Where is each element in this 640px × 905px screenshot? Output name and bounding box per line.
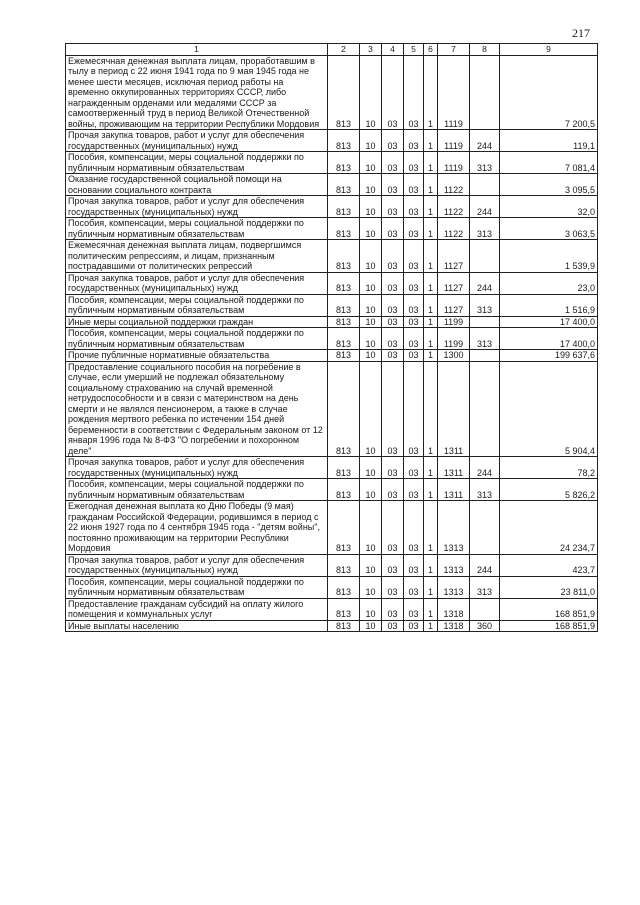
table-row bbox=[66, 130, 598, 152]
cell-name: Ежемесячная денежная выплата лицам, подвергшимся политическим репрессиям, и лицам, признанным пострадавшими от политических репрессий bbox=[66, 240, 328, 273]
cell-section: 10 bbox=[360, 152, 382, 174]
table-row bbox=[66, 457, 598, 479]
table-row bbox=[66, 174, 598, 196]
cell-name: Оказание государственной социальной помощи на основании социального контракта bbox=[66, 174, 328, 196]
cell-program: 03 bbox=[404, 576, 424, 598]
cell-code-admin: 813 bbox=[328, 196, 360, 218]
cell-direction: 1119 bbox=[438, 55, 470, 130]
cell-subprogram: 1 bbox=[424, 55, 438, 130]
cell-direction: 1199 bbox=[438, 328, 470, 350]
cell-subsection: 03 bbox=[382, 620, 404, 632]
cell-expense-type: 313 bbox=[470, 152, 500, 174]
cell-program: 03 bbox=[404, 218, 424, 240]
cell-subsection: 03 bbox=[382, 576, 404, 598]
cell-direction: 1127 bbox=[438, 272, 470, 294]
table-row bbox=[66, 554, 598, 576]
table-row bbox=[66, 152, 598, 174]
cell-section: 10 bbox=[360, 174, 382, 196]
table-row bbox=[66, 501, 598, 555]
cell-subsection: 03 bbox=[382, 196, 404, 218]
cell-amount: 3 063,5 bbox=[500, 218, 598, 240]
cell-subprogram: 1 bbox=[424, 457, 438, 479]
cell-amount: 5 826,2 bbox=[500, 479, 598, 501]
cell-amount: 199 637,6 bbox=[500, 350, 598, 362]
table-row bbox=[66, 294, 598, 316]
cell-section: 10 bbox=[360, 620, 382, 632]
cell-subprogram: 1 bbox=[424, 328, 438, 350]
cell-section: 10 bbox=[360, 328, 382, 350]
table-row bbox=[66, 316, 598, 328]
cell-name: Прочая закупка товаров, работ и услуг для обеспечения государственных (муниципальных) нужд bbox=[66, 272, 328, 294]
cell-direction: 1199 bbox=[438, 316, 470, 328]
cell-subsection: 03 bbox=[382, 501, 404, 555]
cell-code-admin: 813 bbox=[328, 55, 360, 130]
cell-subsection: 03 bbox=[382, 598, 404, 620]
cell-program: 03 bbox=[404, 316, 424, 328]
cell-name: Пособия, компенсации, меры социальной поддержки по публичным нормативным обязательствам bbox=[66, 328, 328, 350]
cell-program: 03 bbox=[404, 361, 424, 457]
cell-code-admin: 813 bbox=[328, 174, 360, 196]
table-row bbox=[66, 240, 598, 273]
cell-code-admin: 813 bbox=[328, 598, 360, 620]
column-header: 6 bbox=[424, 44, 438, 56]
cell-subprogram: 1 bbox=[424, 294, 438, 316]
column-header: 9 bbox=[500, 44, 598, 56]
cell-section: 10 bbox=[360, 272, 382, 294]
cell-amount: 1 539,9 bbox=[500, 240, 598, 273]
cell-amount: 1 516,9 bbox=[500, 294, 598, 316]
cell-expense-type: 313 bbox=[470, 218, 500, 240]
cell-subprogram: 1 bbox=[424, 620, 438, 632]
cell-amount: 5 904,4 bbox=[500, 361, 598, 457]
cell-direction: 1318 bbox=[438, 620, 470, 632]
cell-section: 10 bbox=[360, 576, 382, 598]
cell-code-admin: 813 bbox=[328, 457, 360, 479]
cell-section: 10 bbox=[360, 240, 382, 273]
cell-subprogram: 1 bbox=[424, 272, 438, 294]
cell-name: Ежегодная денежная выплата ко Дню Победы (9 мая) гражданам Российской Федерации, родившимся в период с 22 июня 1927 года по 4 сентября 1945 года - "детям войны", постоянно проживающим на территории Республики Мордовия bbox=[66, 501, 328, 555]
cell-code-admin: 813 bbox=[328, 294, 360, 316]
cell-amount: 17 400,0 bbox=[500, 328, 598, 350]
cell-subsection: 03 bbox=[382, 294, 404, 316]
cell-expense-type: 313 bbox=[470, 479, 500, 501]
table-row bbox=[66, 361, 598, 457]
cell-expense-type bbox=[470, 174, 500, 196]
cell-subprogram: 1 bbox=[424, 598, 438, 620]
cell-code-admin: 813 bbox=[328, 350, 360, 362]
cell-expense-type: 313 bbox=[470, 328, 500, 350]
cell-direction: 1311 bbox=[438, 457, 470, 479]
cell-expense-type: 244 bbox=[470, 196, 500, 218]
cell-name: Пособия, компенсации, меры социальной поддержки по публичным нормативным обязательствам bbox=[66, 479, 328, 501]
cell-program: 03 bbox=[404, 501, 424, 555]
cell-direction: 1313 bbox=[438, 554, 470, 576]
cell-amount: 168 851,9 bbox=[500, 598, 598, 620]
cell-program: 03 bbox=[404, 457, 424, 479]
table-row bbox=[66, 350, 598, 362]
cell-amount: 32,0 bbox=[500, 196, 598, 218]
cell-name: Прочие публичные нормативные обязательства bbox=[66, 350, 328, 362]
cell-section: 10 bbox=[360, 316, 382, 328]
cell-expense-type bbox=[470, 350, 500, 362]
cell-subsection: 03 bbox=[382, 240, 404, 273]
cell-amount: 119,1 bbox=[500, 130, 598, 152]
cell-subsection: 03 bbox=[382, 479, 404, 501]
cell-direction: 1119 bbox=[438, 152, 470, 174]
cell-amount: 24 234,7 bbox=[500, 501, 598, 555]
cell-code-admin: 813 bbox=[328, 479, 360, 501]
table-body bbox=[66, 55, 598, 632]
table-header-row bbox=[66, 44, 598, 56]
cell-expense-type: 244 bbox=[470, 272, 500, 294]
cell-section: 10 bbox=[360, 554, 382, 576]
cell-subprogram: 1 bbox=[424, 554, 438, 576]
cell-name: Прочая закупка товаров, работ и услуг для обеспечения государственных (муниципальных) нужд bbox=[66, 554, 328, 576]
cell-subsection: 03 bbox=[382, 554, 404, 576]
cell-amount: 17 400,0 bbox=[500, 316, 598, 328]
cell-expense-type: 313 bbox=[470, 576, 500, 598]
cell-subprogram: 1 bbox=[424, 361, 438, 457]
cell-subsection: 03 bbox=[382, 457, 404, 479]
cell-program: 03 bbox=[404, 55, 424, 130]
cell-expense-type bbox=[470, 361, 500, 457]
cell-code-admin: 813 bbox=[328, 361, 360, 457]
table-row bbox=[66, 272, 598, 294]
cell-name: Пособия, компенсации, меры социальной поддержки по публичным нормативным обязательствам bbox=[66, 218, 328, 240]
cell-subprogram: 1 bbox=[424, 130, 438, 152]
cell-subsection: 03 bbox=[382, 218, 404, 240]
table-row bbox=[66, 328, 598, 350]
cell-program: 03 bbox=[404, 620, 424, 632]
table-row bbox=[66, 598, 598, 620]
cell-program: 03 bbox=[404, 479, 424, 501]
cell-code-admin: 813 bbox=[328, 576, 360, 598]
cell-subprogram: 1 bbox=[424, 501, 438, 555]
cell-name: Иные выплаты населению bbox=[66, 620, 328, 632]
cell-code-admin: 813 bbox=[328, 272, 360, 294]
cell-code-admin: 813 bbox=[328, 152, 360, 174]
table-row bbox=[66, 620, 598, 632]
column-header: 2 bbox=[328, 44, 360, 56]
cell-subsection: 03 bbox=[382, 130, 404, 152]
cell-section: 10 bbox=[360, 130, 382, 152]
cell-direction: 1311 bbox=[438, 479, 470, 501]
cell-name: Ежемесячная денежная выплата лицам, проработавшим в тылу в период с 22 июня 1941 года по 9 мая 1945 года не менее шести месяцев, исключая период работы на временно оккупированных территориях СССР, либо награжденным орденами или медалями СССР за самоотверженный труд в период Великой Отечественной войны, проживающим на территории Республики Мордовия bbox=[66, 55, 328, 130]
cell-expense-type bbox=[470, 240, 500, 273]
cell-subsection: 03 bbox=[382, 174, 404, 196]
budget-table bbox=[65, 43, 598, 632]
cell-expense-type: 360 bbox=[470, 620, 500, 632]
cell-name: Иные меры социальной поддержки граждан bbox=[66, 316, 328, 328]
cell-program: 03 bbox=[404, 598, 424, 620]
cell-direction: 1122 bbox=[438, 174, 470, 196]
cell-direction: 1122 bbox=[438, 196, 470, 218]
cell-direction: 1127 bbox=[438, 240, 470, 273]
cell-amount: 23,0 bbox=[500, 272, 598, 294]
cell-name: Предоставление гражданам субсидий на оплату жилого помещения и коммунальных услуг bbox=[66, 598, 328, 620]
table-row bbox=[66, 196, 598, 218]
cell-amount: 168 851,9 bbox=[500, 620, 598, 632]
cell-amount: 23 811,0 bbox=[500, 576, 598, 598]
cell-subprogram: 1 bbox=[424, 316, 438, 328]
cell-subprogram: 1 bbox=[424, 174, 438, 196]
cell-program: 03 bbox=[404, 240, 424, 273]
cell-subprogram: 1 bbox=[424, 196, 438, 218]
cell-code-admin: 813 bbox=[328, 328, 360, 350]
cell-expense-type bbox=[470, 598, 500, 620]
cell-program: 03 bbox=[404, 174, 424, 196]
cell-expense-type bbox=[470, 316, 500, 328]
cell-program: 03 bbox=[404, 328, 424, 350]
cell-program: 03 bbox=[404, 130, 424, 152]
cell-subprogram: 1 bbox=[424, 240, 438, 273]
cell-expense-type: 244 bbox=[470, 554, 500, 576]
column-header: 4 bbox=[382, 44, 404, 56]
cell-program: 03 bbox=[404, 554, 424, 576]
cell-program: 03 bbox=[404, 272, 424, 294]
cell-name: Прочая закупка товаров, работ и услуг для обеспечения государственных (муниципальных) нужд bbox=[66, 130, 328, 152]
cell-name: Прочая закупка товаров, работ и услуг для обеспечения государственных (муниципальных) нужд bbox=[66, 196, 328, 218]
cell-program: 03 bbox=[404, 196, 424, 218]
cell-section: 10 bbox=[360, 479, 382, 501]
cell-expense-type bbox=[470, 501, 500, 555]
cell-section: 10 bbox=[360, 55, 382, 130]
cell-code-admin: 813 bbox=[328, 554, 360, 576]
cell-subprogram: 1 bbox=[424, 152, 438, 174]
cell-name: Прочая закупка товаров, работ и услуг для обеспечения государственных (муниципальных) нужд bbox=[66, 457, 328, 479]
table-row bbox=[66, 55, 598, 130]
table-row bbox=[66, 218, 598, 240]
cell-program: 03 bbox=[404, 152, 424, 174]
cell-section: 10 bbox=[360, 350, 382, 362]
cell-subprogram: 1 bbox=[424, 218, 438, 240]
cell-code-admin: 813 bbox=[328, 130, 360, 152]
cell-direction: 1119 bbox=[438, 130, 470, 152]
cell-code-admin: 813 bbox=[328, 620, 360, 632]
cell-section: 10 bbox=[360, 294, 382, 316]
cell-section: 10 bbox=[360, 598, 382, 620]
cell-section: 10 bbox=[360, 501, 382, 555]
cell-direction: 1313 bbox=[438, 501, 470, 555]
cell-name: Пособия, компенсации, меры социальной поддержки по публичным нормативным обязательствам bbox=[66, 576, 328, 598]
cell-direction: 1311 bbox=[438, 361, 470, 457]
cell-amount: 7 200,5 bbox=[500, 55, 598, 130]
column-header: 5 bbox=[404, 44, 424, 56]
column-header: 1 bbox=[66, 44, 328, 56]
table-row bbox=[66, 576, 598, 598]
cell-subprogram: 1 bbox=[424, 479, 438, 501]
cell-section: 10 bbox=[360, 361, 382, 457]
cell-direction: 1318 bbox=[438, 598, 470, 620]
cell-name: Пособия, компенсации, меры социальной поддержки по публичным нормативным обязательствам bbox=[66, 152, 328, 174]
cell-direction: 1300 bbox=[438, 350, 470, 362]
cell-subsection: 03 bbox=[382, 316, 404, 328]
cell-subsection: 03 bbox=[382, 55, 404, 130]
cell-code-admin: 813 bbox=[328, 240, 360, 273]
cell-section: 10 bbox=[360, 196, 382, 218]
column-header: 8 bbox=[470, 44, 500, 56]
column-header: 7 bbox=[438, 44, 470, 56]
cell-name: Пособия, компенсации, меры социальной поддержки по публичным нормативным обязательствам bbox=[66, 294, 328, 316]
cell-expense-type: 313 bbox=[470, 294, 500, 316]
cell-section: 10 bbox=[360, 218, 382, 240]
cell-subsection: 03 bbox=[382, 152, 404, 174]
cell-subprogram: 1 bbox=[424, 576, 438, 598]
cell-amount: 78,2 bbox=[500, 457, 598, 479]
cell-name: Предоставление социального пособия на погребение в случае, если умерший не подлежал обязательному социальному страхованию на случай временной нетрудоспособности и в связи с материнством на день смерти и не являлся пенсионером, а также в случае рождения мертвого ребенка по истечении 154 дней беременности в соответствии с Федеральным законом от 12 января 1996 года № 8-ФЗ "О погребении и похоронном деле" bbox=[66, 361, 328, 457]
cell-program: 03 bbox=[404, 294, 424, 316]
cell-amount: 7 081,4 bbox=[500, 152, 598, 174]
cell-subprogram: 1 bbox=[424, 350, 438, 362]
cell-subsection: 03 bbox=[382, 272, 404, 294]
cell-direction: 1122 bbox=[438, 218, 470, 240]
cell-subsection: 03 bbox=[382, 328, 404, 350]
cell-expense-type: 244 bbox=[470, 130, 500, 152]
column-header: 3 bbox=[360, 44, 382, 56]
cell-code-admin: 813 bbox=[328, 218, 360, 240]
cell-section: 10 bbox=[360, 457, 382, 479]
cell-expense-type bbox=[470, 55, 500, 130]
cell-amount: 423,7 bbox=[500, 554, 598, 576]
cell-code-admin: 813 bbox=[328, 316, 360, 328]
cell-direction: 1313 bbox=[438, 576, 470, 598]
table-row bbox=[66, 479, 598, 501]
cell-code-admin: 813 bbox=[328, 501, 360, 555]
cell-subsection: 03 bbox=[382, 350, 404, 362]
cell-program: 03 bbox=[404, 350, 424, 362]
cell-amount: 3 095,5 bbox=[500, 174, 598, 196]
cell-subsection: 03 bbox=[382, 361, 404, 457]
page-number: 217 bbox=[572, 26, 590, 40]
cell-expense-type: 244 bbox=[470, 457, 500, 479]
cell-direction: 1127 bbox=[438, 294, 470, 316]
